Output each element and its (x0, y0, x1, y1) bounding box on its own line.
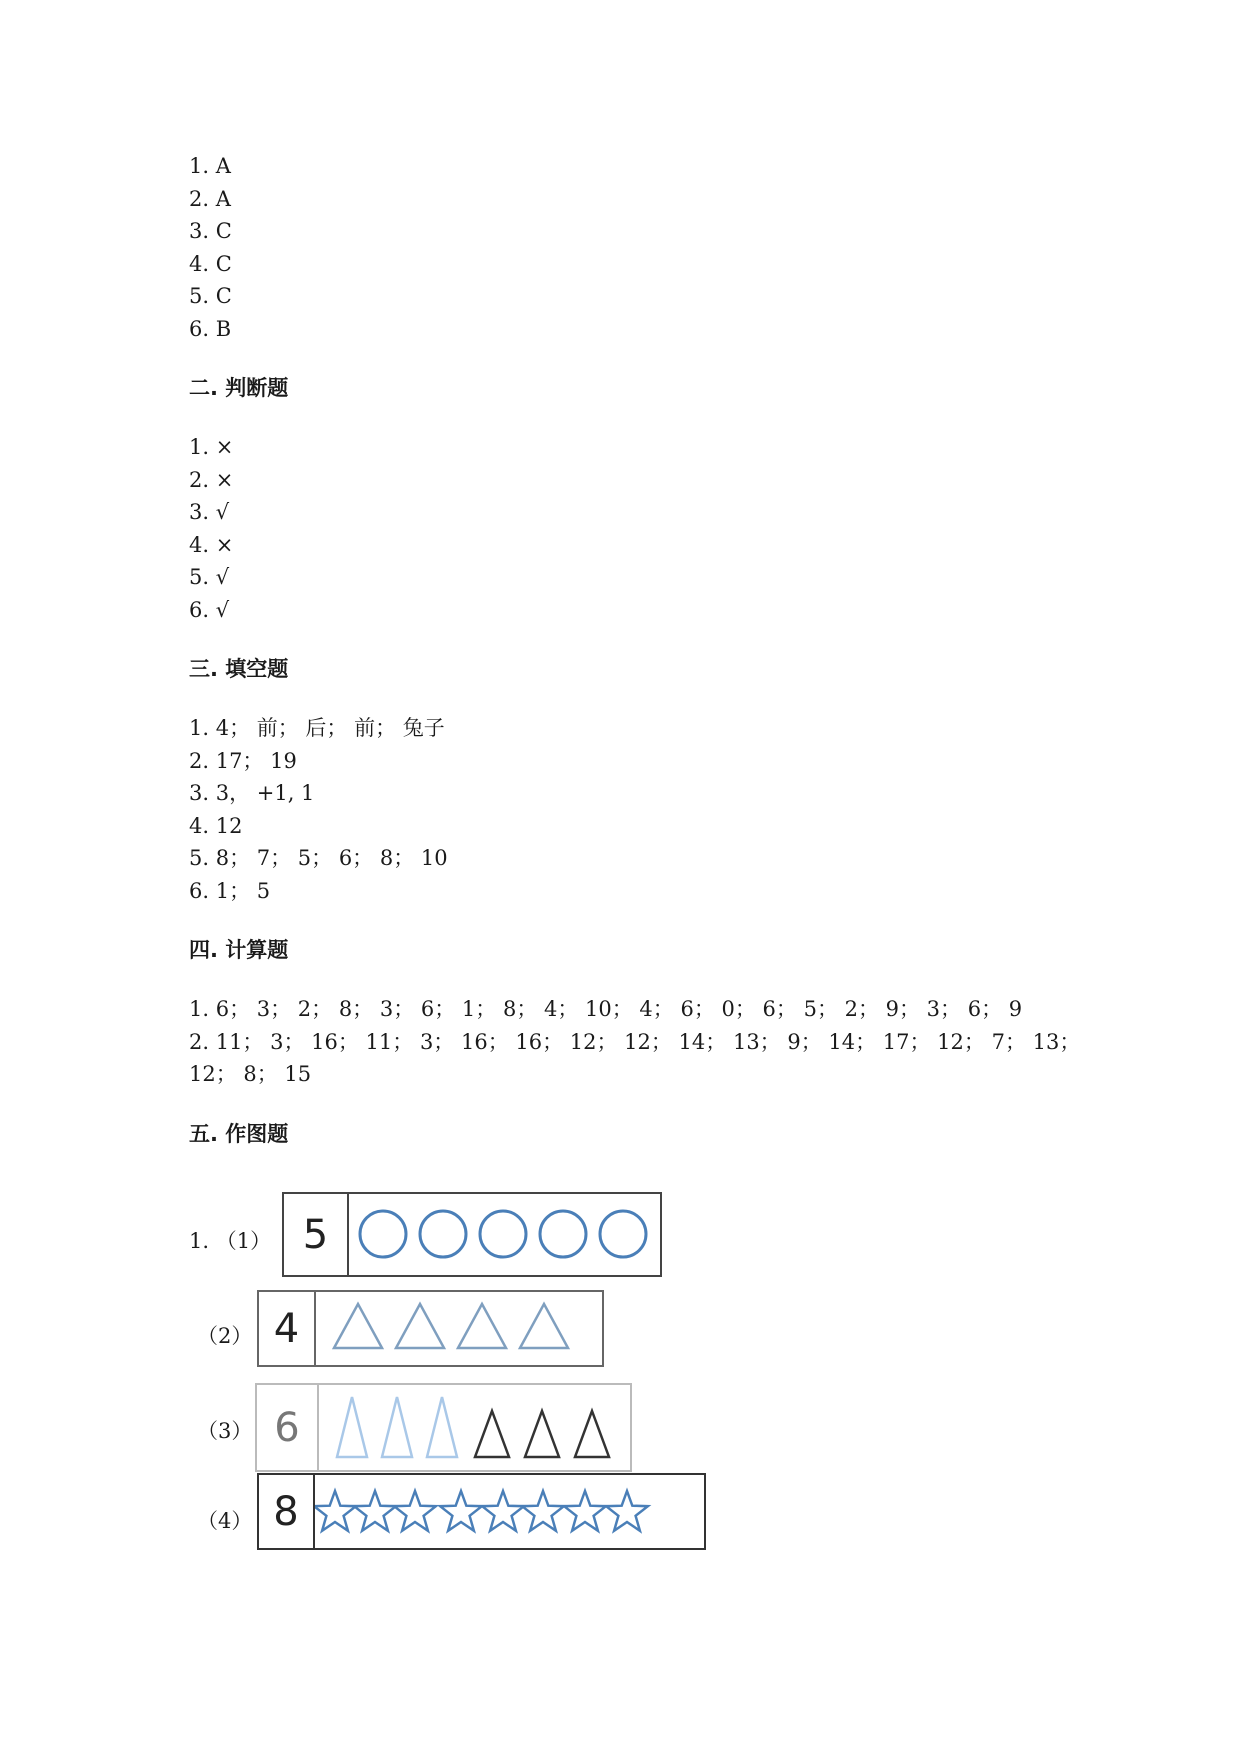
circle-shape (480, 1211, 526, 1257)
answer-line: 4. C (189, 251, 232, 276)
section-4-heading: 四. 计算题 (189, 938, 289, 962)
section-3-heading: 三. 填空题 (189, 657, 289, 681)
star-shape (315, 1491, 356, 1531)
stars-figure (315, 1475, 704, 1548)
circle-shape (420, 1211, 466, 1257)
drawing-box-triangles (257, 1290, 604, 1367)
triangle-shape (396, 1304, 444, 1348)
answer-line: 6. 1； 5 (189, 878, 271, 903)
answer-line: 2. × (189, 467, 234, 492)
drawing-box-mixed-triangles (255, 1383, 632, 1472)
answer-sheet (189, 150, 1081, 1177)
answer-line: 5. C (189, 284, 232, 308)
shape-row (316, 1292, 602, 1365)
section-4-answers (189, 993, 1081, 1091)
drawing-label-1: 1. （1） (189, 1229, 272, 1253)
drawing-label-3: （3） (197, 1419, 253, 1443)
drawing-number: 6 (257, 1385, 319, 1470)
star-shape (354, 1491, 396, 1531)
answer-line: 2. A (189, 186, 231, 211)
circle-shape (600, 1211, 646, 1257)
triangle-shape (334, 1304, 382, 1348)
drawing-number: 8 (259, 1475, 315, 1548)
answer-line: 1. 6； 3； 2； 8； 3； 6； 1； 8； 4； 10； 4； 6； 0； 6； 5； 2； 9； 3； 6； 9 (189, 997, 1023, 1021)
shape-row (349, 1194, 660, 1275)
triangle-shape (458, 1304, 506, 1348)
answer-line: 1. A (189, 154, 231, 178)
triangle-shape (520, 1304, 568, 1348)
section-1-answers (189, 150, 1049, 345)
answer-line: 3. √ (189, 500, 230, 524)
answer-line: 1. 4； 前； 后； 前； 兔子 (189, 716, 445, 740)
dark-triangle-shape (525, 1411, 559, 1457)
answer-line: 5. 8； 7； 5； 6； 8； 10 (189, 846, 448, 870)
circles-figure (349, 1194, 649, 1275)
dark-triangle-shape (475, 1411, 509, 1457)
answer-line: 6. B (189, 316, 232, 341)
light-triangle-shape (427, 1397, 457, 1457)
drawing-number: 4 (259, 1292, 316, 1365)
answer-line: 1. × (189, 435, 234, 459)
light-triangle-shape (382, 1397, 412, 1457)
answer-line: 12； 8； 15 (189, 1062, 312, 1086)
drawing-number: 5 (284, 1194, 349, 1275)
answer-line: 2. 17； 19 (189, 748, 297, 773)
answer-line: 4. × (189, 532, 234, 557)
light-triangle-shape (337, 1397, 367, 1457)
drawing-box-stars (257, 1473, 706, 1550)
answer-line: 5. √ (189, 565, 230, 589)
star-shape (606, 1491, 648, 1531)
circle-shape (540, 1211, 586, 1257)
star-shape (482, 1491, 524, 1531)
star-shape (522, 1491, 564, 1531)
star-shape (440, 1491, 482, 1531)
circle-shape (360, 1211, 406, 1257)
answer-line: 3. C (189, 219, 232, 243)
drawing-label-2: （2） (197, 1324, 253, 1348)
answer-line: 2. 11； 3； 16； 11； 3； 16； 16； 12； 12； 14； 13； 9； 14； 17； 12； 7； 13； (189, 1029, 1081, 1054)
drawing-box-circles (282, 1192, 662, 1277)
shape-row (319, 1385, 630, 1470)
drawing-label-4: （4） (197, 1509, 253, 1533)
star-shape (394, 1491, 436, 1531)
shape-row (315, 1475, 704, 1548)
answer-line: 3. 3， +1, 1 (189, 781, 315, 805)
star-shape (564, 1491, 606, 1531)
answer-line: 4. 12 (189, 813, 243, 838)
section-2-answers (189, 431, 1049, 626)
answer-line: 6. √ (189, 597, 230, 622)
section-5-heading: 五. 作图题 (189, 1121, 289, 1146)
dark-triangle-shape (575, 1411, 609, 1457)
section-3-answers (189, 712, 1049, 907)
triangles-figure (316, 1292, 602, 1365)
mixed-triangles-figure (319, 1385, 630, 1470)
section-2-heading: 二. 判断题 (189, 376, 289, 400)
